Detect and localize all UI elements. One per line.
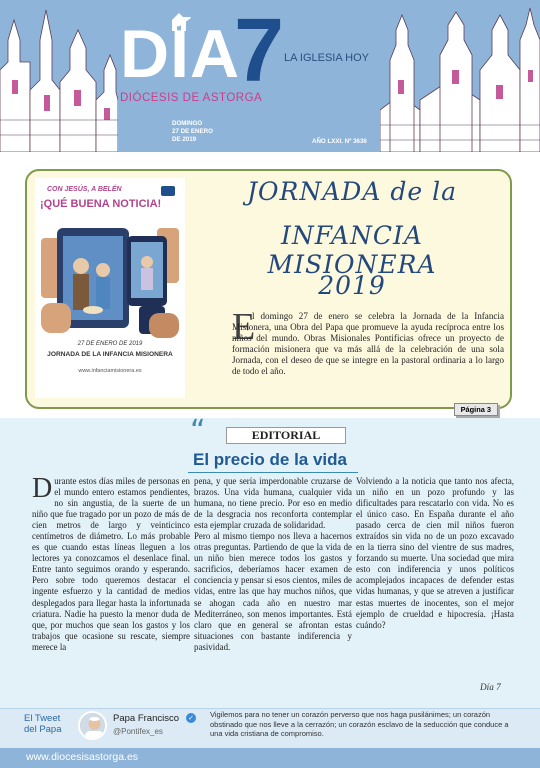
verified-check-icon: ✓: [186, 713, 196, 723]
feature-box: [25, 169, 512, 414]
editorial-column-2: [194, 476, 352, 653]
editorial-title: El precio de la vida: [192, 450, 347, 469]
poster-image: [35, 178, 185, 398]
quote-icon: “: [190, 414, 206, 449]
footer-website-link[interactable]: www.diocesisastorga.es: [26, 751, 139, 763]
cathedral-left-illustration: [0, 0, 118, 152]
poster-headline: ¡QUÉ BUENA NOTICIA!: [40, 198, 162, 210]
poster-title: JORNADA DE LA INFANCIA MISIONERA: [47, 351, 173, 358]
editorial-paragraph: Pero al mismo tiempo nos lleva a hacernos otras preguntas. Partiendo de que la vida de un niño bien merece todos los gastos y sacrificios, deberíamos hacer examen de conciencia y pensar si esos cientos, miles de vidas, entre las que hay muchos niños, que se ahogan cada año en nuestro mar Mediterráneo, son menos importantes. Está claro que en general se afrontan estas situaciones con bastante indiferencia y pasividad.: [194, 531, 352, 652]
tagline: LA IGLESIA HOY: [284, 52, 369, 64]
masthead: [0, 0, 540, 152]
poster-kicker: CON JESÚS, A BELÉN: [47, 186, 122, 193]
feature-title-year: 2019: [318, 271, 386, 300]
editorial-paragraph: pena, y que sería imperdonable cruzarse de brazos. Una vida humana, cualquier vida humana, no tiene precio. Por eso en medio de la desgracia nos reconforta contemplar esta ejemplar cruzada de solidaridad.: [194, 476, 352, 531]
editorial-label: EDITORIAL: [226, 427, 346, 444]
editorial-paragraph: Volviendo a la noticia que tanto nos afecta, un niño en un pozo profundo y las dificultades para rescatarlo con vida. No es el único caso. En España durante el año pasado cerca de cien mil niños fueron extraídos sin vida no de un pozo excavado en la tierra sino del vientre de sus madres, forzando su muerte. Una sociedad que mira esto con indiferencia y unos políticos acomplejados incapaces de defender estas vidas humanas, y que se atreven a justificar estas muertes de inocentes, son el mejor ejemplo de crueldad e hipocresía. ¡Hasta cuándo?: [356, 476, 514, 630]
date-line: 27 DE ENERO: [172, 127, 213, 135]
title-divider: [188, 472, 358, 473]
avatar: [78, 711, 107, 740]
page-reference: Página 3: [454, 403, 498, 416]
feature-title-line: JORNADA de la: [247, 177, 457, 206]
feature-body: l domingo 27 de enero se celebra la Jornada de la Infancia Misionera, una Obra del Papa que promueve la ayuda recíproca entre los niños del mundo. Obras Misionales Pontificias ofrece un proyecto de formación misionera que va más allá de la celebración de una sola Jornada, con el deseo de que se integre en la pastoral ordinaria a lo largo de todo el año.: [232, 311, 504, 376]
date-line: DOMINGO: [172, 120, 203, 127]
feature-drop-cap: E: [232, 306, 256, 348]
tweet-author-name: Papa Francisco: [113, 713, 180, 724]
date-line: DE 2019: [172, 135, 197, 143]
tweet-text: Vigilemos para no tener un corazón perverso que nos haga pusilánimes; un corazón obstinado que nos lleve a la cerrazón; un corazón esclavo de la seducción que conduce a una vida cristiana de compromiso.: [210, 710, 509, 738]
editorial-signature: Día 7: [480, 682, 501, 692]
logo-seven: 7: [234, 1, 285, 101]
poster-url: www.infanciamisionera.es: [78, 368, 142, 374]
omp-logo-icon: [161, 186, 175, 196]
tweet-label-line: del Papa: [24, 724, 62, 735]
feature-title-line: INFANCIA MISIONERA: [267, 221, 437, 279]
tweet-label-line: El Tweet: [24, 713, 61, 724]
tweet-handle: @Pontifex_es: [113, 727, 163, 736]
editorial-text: urante estos días miles de personas en el mundo entero estamos pendientes, no sin angustia, de la suerte de un niño que fue tragado por un pozo de más de cien metros de largo y veinticinco centímetros de diámetro. Lo más probable es que cuando estas líneas lleguen a los lectores ya conozcamos el desenlace final. Entre tanto seguimos orando y esperando. Pero sobre todo queremos destacar el ingente esfuerzo y la cantidad de medios desplegados para llegar hasta la infortunada criatura. Nadie ha puesto la menor duda de que, por muchos que sean los gastos y los trabajos que ocasione su rescate, siempre merece la: [32, 476, 190, 652]
issue-number: AÑO LXXI. Nº 3636: [312, 138, 367, 145]
tweet-section-label: [24, 713, 62, 735]
editorial-column-1: [32, 473, 190, 653]
logo-dia: DÍA: [120, 16, 241, 92]
editorial-column-3: [356, 476, 514, 631]
cathedral-right-illustration: [380, 0, 540, 152]
editorial-drop-cap: D: [32, 473, 53, 504]
diocese-name: DIÓCESIS DE ASTORGA: [120, 92, 263, 104]
tablet-nativity-illustration: [41, 218, 179, 338]
issue-date: [172, 120, 213, 143]
poster-date: 27 DE ENERO DE 2019: [77, 341, 143, 347]
